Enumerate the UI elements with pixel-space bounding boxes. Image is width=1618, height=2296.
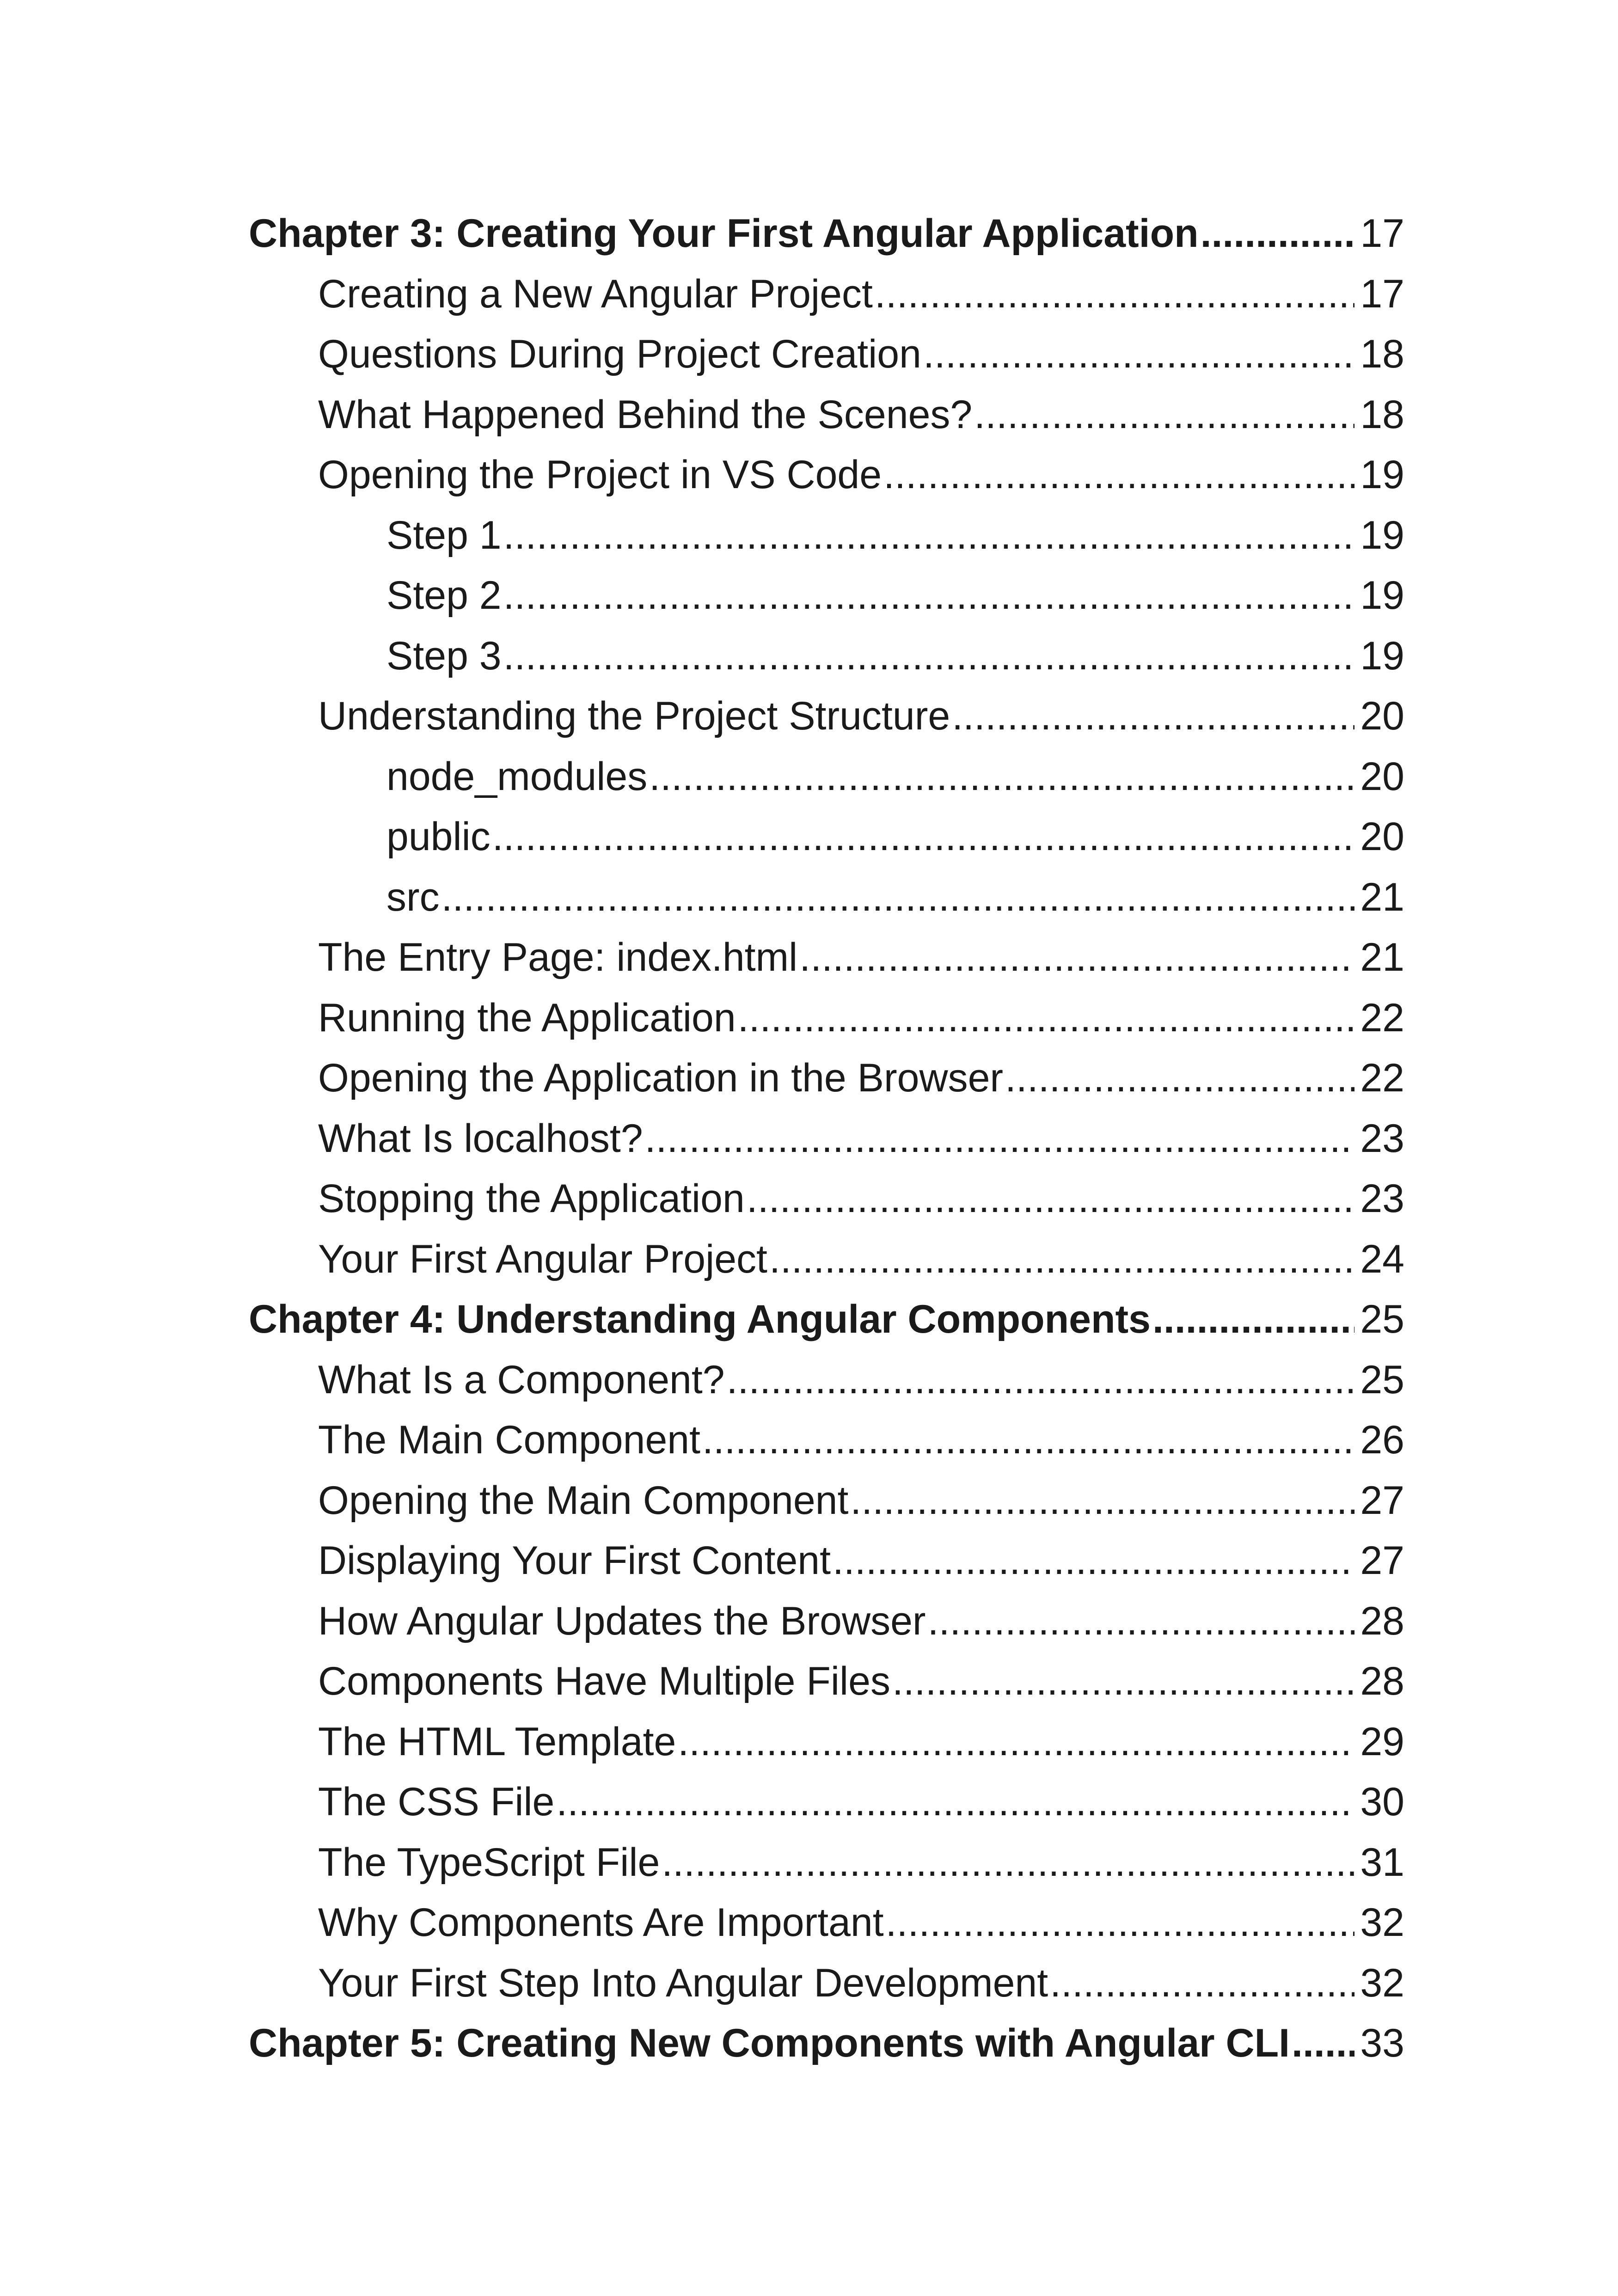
toc-section-entry[interactable] <box>249 1108 1404 1169</box>
toc-section-entry[interactable] <box>249 565 1404 626</box>
toc-page-number: 17 <box>1360 271 1404 316</box>
toc-page-number: 30 <box>1360 1780 1404 1824</box>
toc-section-entry[interactable] <box>249 1229 1404 1290</box>
toc-entry-title: Step 2 <box>386 573 502 618</box>
toc-entry-title: Chapter 5: Creating New Components with Angular CLI <box>249 2021 1290 2065</box>
toc-page-number: 32 <box>1360 1900 1404 1945</box>
toc-page-number: 23 <box>1360 1176 1404 1221</box>
toc-section-entry[interactable] <box>249 1531 1404 1591</box>
toc-entry-title: The TypeScript File <box>318 1840 660 1885</box>
toc-entry-title: How Angular Updates the Browser <box>318 1598 926 1643</box>
toc-dot-leader <box>1152 1289 1354 1350</box>
toc-page-number: 19 <box>1360 633 1404 678</box>
toc-page-number: 19 <box>1360 453 1404 497</box>
toc-page-number: 19 <box>1360 513 1404 557</box>
toc-dot-leader <box>1005 1048 1354 1108</box>
toc-dot-leader <box>702 1410 1354 1470</box>
toc-entry-title: The Entry Page: index.html <box>318 935 798 980</box>
toc-section-entry[interactable] <box>249 505 1404 566</box>
toc-page-number: 18 <box>1360 332 1404 376</box>
toc-entry-title: Questions During Project Creation <box>318 332 921 376</box>
toc-page-number: 20 <box>1360 694 1404 738</box>
toc-dot-leader <box>503 565 1354 626</box>
toc-entry-title: The HTML Template <box>318 1719 676 1764</box>
toc-section-entry[interactable] <box>249 988 1404 1048</box>
toc-entry-title: The CSS File <box>318 1780 555 1824</box>
toc-entry-title: Why Components Are Important <box>318 1900 884 1945</box>
toc-dot-leader <box>928 1591 1354 1652</box>
toc-section-entry[interactable] <box>249 385 1404 445</box>
toc-page-number: 31 <box>1360 1840 1404 1885</box>
table-of-contents <box>249 203 1404 2074</box>
toc-dot-leader <box>727 1350 1354 1410</box>
toc-dot-leader <box>923 324 1354 385</box>
toc-section-entry[interactable] <box>249 1712 1404 1772</box>
toc-page-number: 21 <box>1360 935 1404 980</box>
toc-dot-leader <box>974 385 1354 445</box>
toc-page-number: 20 <box>1360 754 1404 799</box>
toc-chapter-entry[interactable] <box>249 203 1404 264</box>
toc-entry-title: Step 1 <box>386 513 502 557</box>
toc-entry-title: Opening the Project in VS Code <box>318 453 882 497</box>
toc-dot-leader <box>738 988 1354 1048</box>
toc-section-entry[interactable] <box>249 686 1404 747</box>
toc-page-number: 22 <box>1360 995 1404 1040</box>
toc-page-number: 24 <box>1360 1237 1404 1281</box>
toc-dot-leader <box>883 445 1354 505</box>
toc-entry-title: src <box>386 875 440 919</box>
toc-chapter-entry[interactable] <box>249 1289 1404 1350</box>
toc-page-number: 22 <box>1360 1056 1404 1100</box>
toc-page-number: 17 <box>1360 211 1404 256</box>
toc-entry-title: Your First Step Into Angular Development <box>318 1960 1048 2005</box>
toc-page-number: 21 <box>1360 875 1404 919</box>
toc-page-number: 32 <box>1360 1960 1404 2005</box>
toc-dot-leader <box>875 264 1354 325</box>
toc-section-entry[interactable] <box>249 264 1404 325</box>
toc-page-number: 18 <box>1360 392 1404 437</box>
toc-entry-title: What Is a Component? <box>318 1357 725 1402</box>
toc-entry-title: Chapter 4: Understanding Angular Components <box>249 1297 1151 1341</box>
toc-section-entry[interactable] <box>249 1410 1404 1470</box>
toc-entry-title: The Main Component <box>318 1418 700 1462</box>
toc-dot-leader <box>492 807 1354 867</box>
toc-section-entry[interactable] <box>249 626 1404 686</box>
toc-entry-title: Running the Application <box>318 995 736 1040</box>
toc-page-number: 33 <box>1360 2021 1404 2065</box>
toc-page-number: 25 <box>1360 1357 1404 1402</box>
toc-entry-title: Your First Angular Project <box>318 1237 767 1281</box>
toc-dot-leader <box>1292 2013 1354 2074</box>
toc-section-entry[interactable] <box>249 1772 1404 1832</box>
toc-entry-title: Opening the Application in the Browser <box>318 1056 1004 1100</box>
toc-section-entry[interactable] <box>249 807 1404 867</box>
toc-section-entry[interactable] <box>249 1169 1404 1229</box>
toc-entry-title: Displaying Your First Content <box>318 1538 831 1583</box>
toc-page-number: 27 <box>1360 1538 1404 1583</box>
toc-dot-leader <box>850 1470 1354 1531</box>
toc-entry-title: What Happened Behind the Scenes? <box>318 392 973 437</box>
toc-dot-leader <box>747 1169 1354 1229</box>
toc-page-number: 23 <box>1360 1116 1404 1161</box>
toc-dot-leader <box>645 1108 1354 1169</box>
toc-dot-leader <box>678 1712 1354 1772</box>
toc-dot-leader <box>503 626 1354 686</box>
toc-dot-leader <box>886 1892 1354 1953</box>
toc-section-entry[interactable] <box>249 1832 1404 1893</box>
toc-entry-title: Creating a New Angular Project <box>318 271 873 316</box>
toc-dot-leader <box>769 1229 1354 1290</box>
toc-page-number: 26 <box>1360 1418 1404 1462</box>
toc-section-entry[interactable] <box>249 867 1404 928</box>
toc-dot-leader <box>952 686 1354 747</box>
toc-page-number: 20 <box>1360 814 1404 859</box>
toc-dot-leader <box>503 505 1354 566</box>
toc-dot-leader <box>833 1531 1354 1591</box>
toc-section-entry[interactable] <box>249 1350 1404 1410</box>
toc-section-entry[interactable] <box>249 1892 1404 1953</box>
toc-entry-title: Understanding the Project Structure <box>318 694 950 738</box>
toc-section-entry[interactable] <box>249 1048 1404 1108</box>
toc-section-entry[interactable] <box>249 1591 1404 1652</box>
toc-page-number: 29 <box>1360 1719 1404 1764</box>
toc-dot-leader <box>1201 203 1354 264</box>
toc-entry-title: public <box>386 814 490 859</box>
toc-entry-title: What Is localhost? <box>318 1116 643 1161</box>
toc-dot-leader <box>556 1772 1354 1832</box>
toc-page-number: 28 <box>1360 1598 1404 1643</box>
toc-dot-leader <box>649 747 1354 807</box>
toc-page-number: 19 <box>1360 573 1404 618</box>
toc-entry-title: Chapter 3: Creating Your First Angular Application <box>249 211 1199 256</box>
toc-dot-leader <box>1050 1953 1354 2014</box>
toc-page-number: 27 <box>1360 1478 1404 1523</box>
toc-entry-title: node_modules <box>386 754 648 799</box>
toc-section-entry[interactable] <box>249 324 1404 385</box>
toc-entry-title: Step 3 <box>386 633 502 678</box>
toc-dot-leader <box>892 1651 1354 1712</box>
toc-entry-title: Components Have Multiple Files <box>318 1659 890 1703</box>
toc-section-entry[interactable] <box>249 1953 1404 2014</box>
toc-section-entry[interactable] <box>249 1470 1404 1531</box>
toc-entry-title: Opening the Main Component <box>318 1478 849 1523</box>
toc-dot-leader <box>662 1832 1354 1893</box>
toc-page-number: 28 <box>1360 1659 1404 1703</box>
toc-section-entry[interactable] <box>249 445 1404 505</box>
toc-dot-leader <box>441 867 1354 928</box>
toc-section-entry[interactable] <box>249 747 1404 807</box>
toc-entry-title: Stopping the Application <box>318 1176 745 1221</box>
toc-chapter-entry[interactable] <box>249 2013 1404 2074</box>
toc-section-entry[interactable] <box>249 927 1404 988</box>
toc-dot-leader <box>799 927 1354 988</box>
toc-page-number: 25 <box>1360 1297 1404 1341</box>
toc-section-entry[interactable] <box>249 1651 1404 1712</box>
